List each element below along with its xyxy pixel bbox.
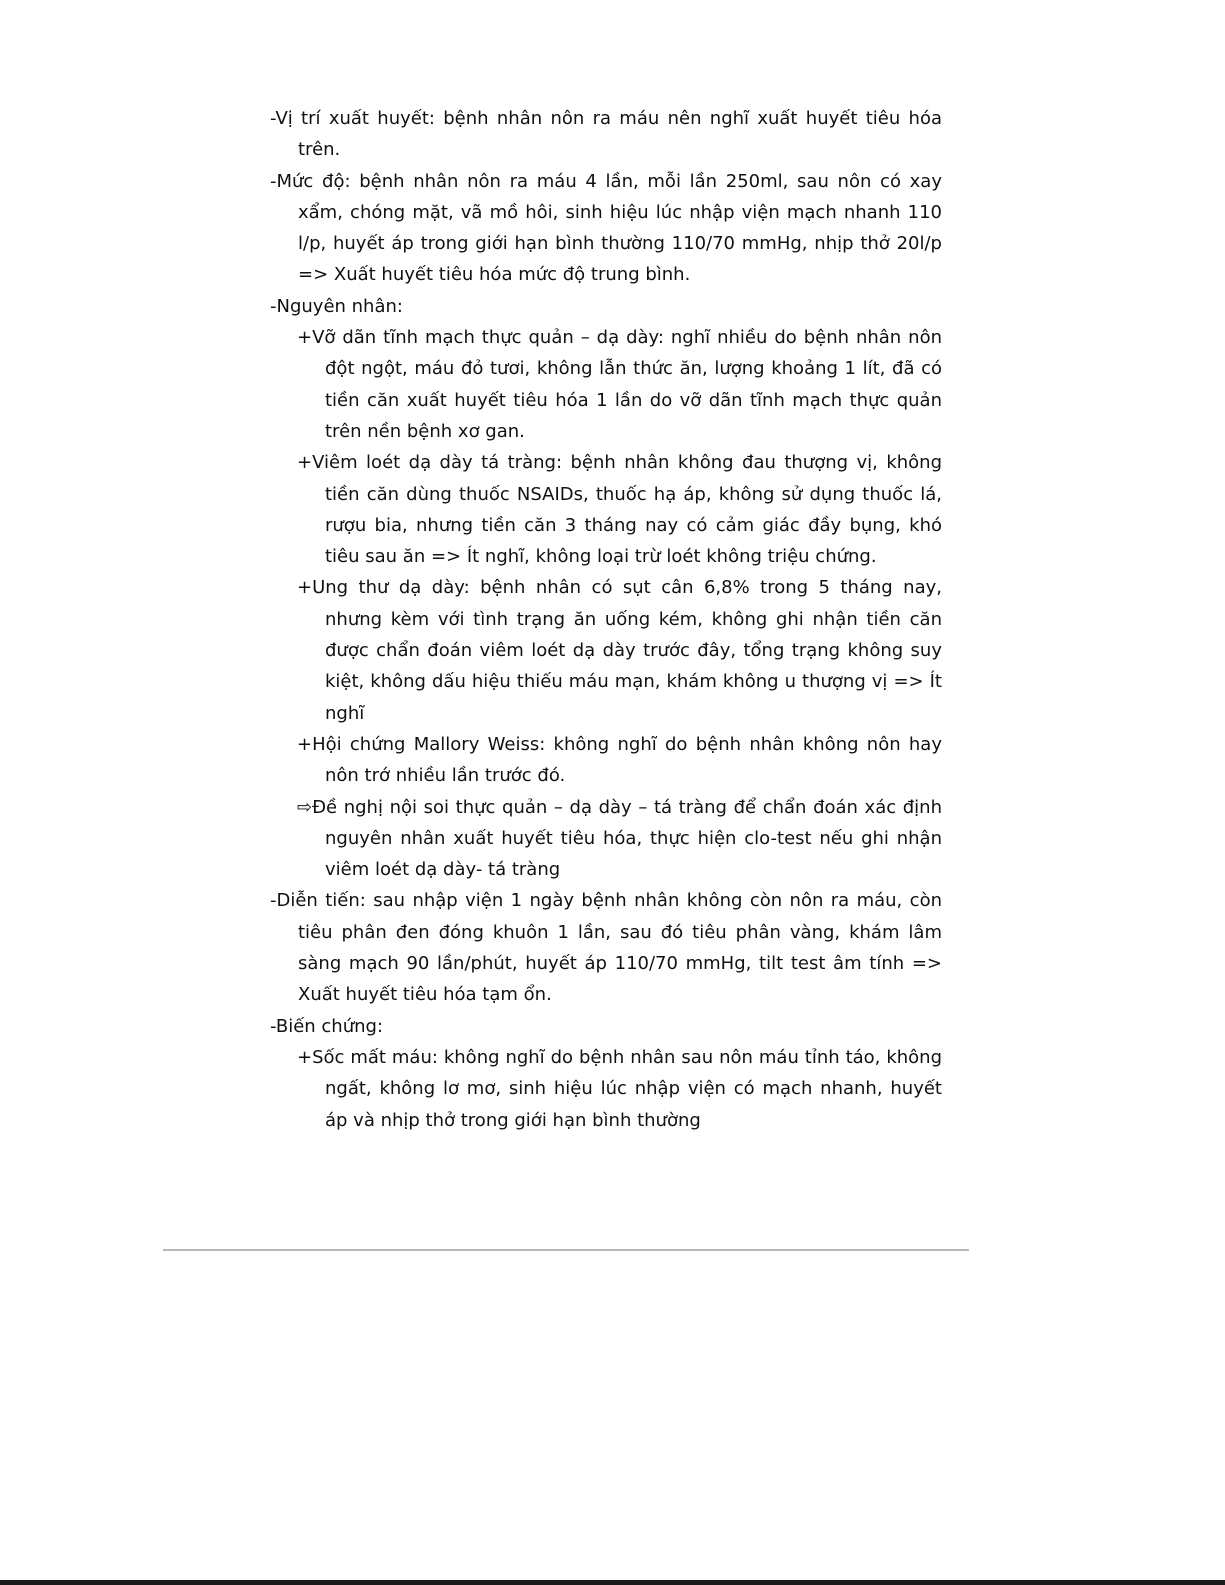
paragraph-soc-mat-mau: +Sốc mất máu: không nghĩ do bệnh nhân sau nôn máu tỉnh táo, không ngất, không lơ mơ, sinh hiệu lúc nhập viện có mạch nhanh, huyết áp và nhịp thở trong giới hạn bình thường (297, 1046, 942, 1131)
bottom-edge-bar (0, 1580, 1225, 1585)
paragraph-vi-tri-xuat-huyet: -Vị trí xuất huyết: bệnh nhân nôn ra máu nên nghĩ xuất huyết tiêu hóa trên. (270, 108, 942, 161)
paragraph-de-nghi-noi-soi: ⇨Đề nghị nội soi thực quản – dạ dày – tá tràng để chẩn đoán xác định nguyên nhân xuất huyết tiêu hóa, thực hiện clo-test nếu ghi nhận viêm loét dạ dày- tá tràng (297, 796, 942, 881)
document-body (270, 103, 942, 1136)
paragraph-nguyen-nhan-heading: -Nguyên nhân: (270, 295, 403, 317)
paragraph-viem-loet-da-day: +Viêm loét dạ dày tá tràng: bệnh nhân không đau thượng vị, không tiền căn dùng thuốc NSAIDs, thuốc hạ áp, không sử dụng thuốc lá, rượu bia, nhưng tiền căn 3 tháng nay có cảm giác đầy bụng, khó tiêu sau ăn => Ít nghĩ, không loại trừ loét không triệu chứng. (297, 452, 942, 568)
paragraph-ung-thu-da-day: +Ung thư dạ dày: bệnh nhân có sụt cân 6,8% trong 5 tháng nay, nhưng kèm với tình trạng ăn uống kém, không ghi nhận tiền căn được chẩn đoán viêm loét dạ dày trước đây, tổng trạng không suy kiệt, không dấu hiệu thiếu máu mạn, khám không u thượng vị => Ít nghĩ (297, 577, 942, 724)
paragraph-dien-tien: -Diễn tiến: sau nhập viện 1 ngày bệnh nhân không còn nôn ra máu, còn tiêu phân đen đóng khuôn 1 lần, sau đó tiêu phân vàng, khám lâm sàng mạch 90 lần/phút, huyết áp 110/70 mmHg, tilt test âm tính => Xuất huyết tiêu hóa tạm ổn. (270, 890, 942, 1006)
paragraph-vo-dan-tinh-mach: +Vỡ dãn tĩnh mạch thực quản – dạ dày: nghĩ nhiều do bệnh nhân nôn đột ngột, máu đỏ tươi, không lẫn thức ăn, lượng khoảng 1 lít, đã có tiền căn xuất huyết tiêu hóa 1 lần do vỡ dãn tĩnh mạch thực quản trên nền bệnh xơ gan. (297, 327, 942, 442)
paragraph-muc-do: -Mức độ: bệnh nhân nôn ra máu 4 lần, mỗi lần 250ml, sau nôn có xay xẩm, chóng mặt, vã mồ hôi, sinh hiệu lúc nhập viện mạch nhanh 110 l/p, huyết áp trong giới hạn bình thường 110/70 mmHg, nhịp thở 20l/p => Xuất huyết tiêu hóa mức độ trung bình. (270, 170, 942, 286)
paragraph-mallory-weiss: +Hội chứng Mallory Weiss: không nghĩ do bệnh nhân không nôn hay nôn trớ nhiều lần trước đó. (297, 733, 942, 787)
page-divider (163, 1249, 969, 1251)
paragraph-bien-chung-heading: -Biến chứng: (270, 1015, 384, 1037)
